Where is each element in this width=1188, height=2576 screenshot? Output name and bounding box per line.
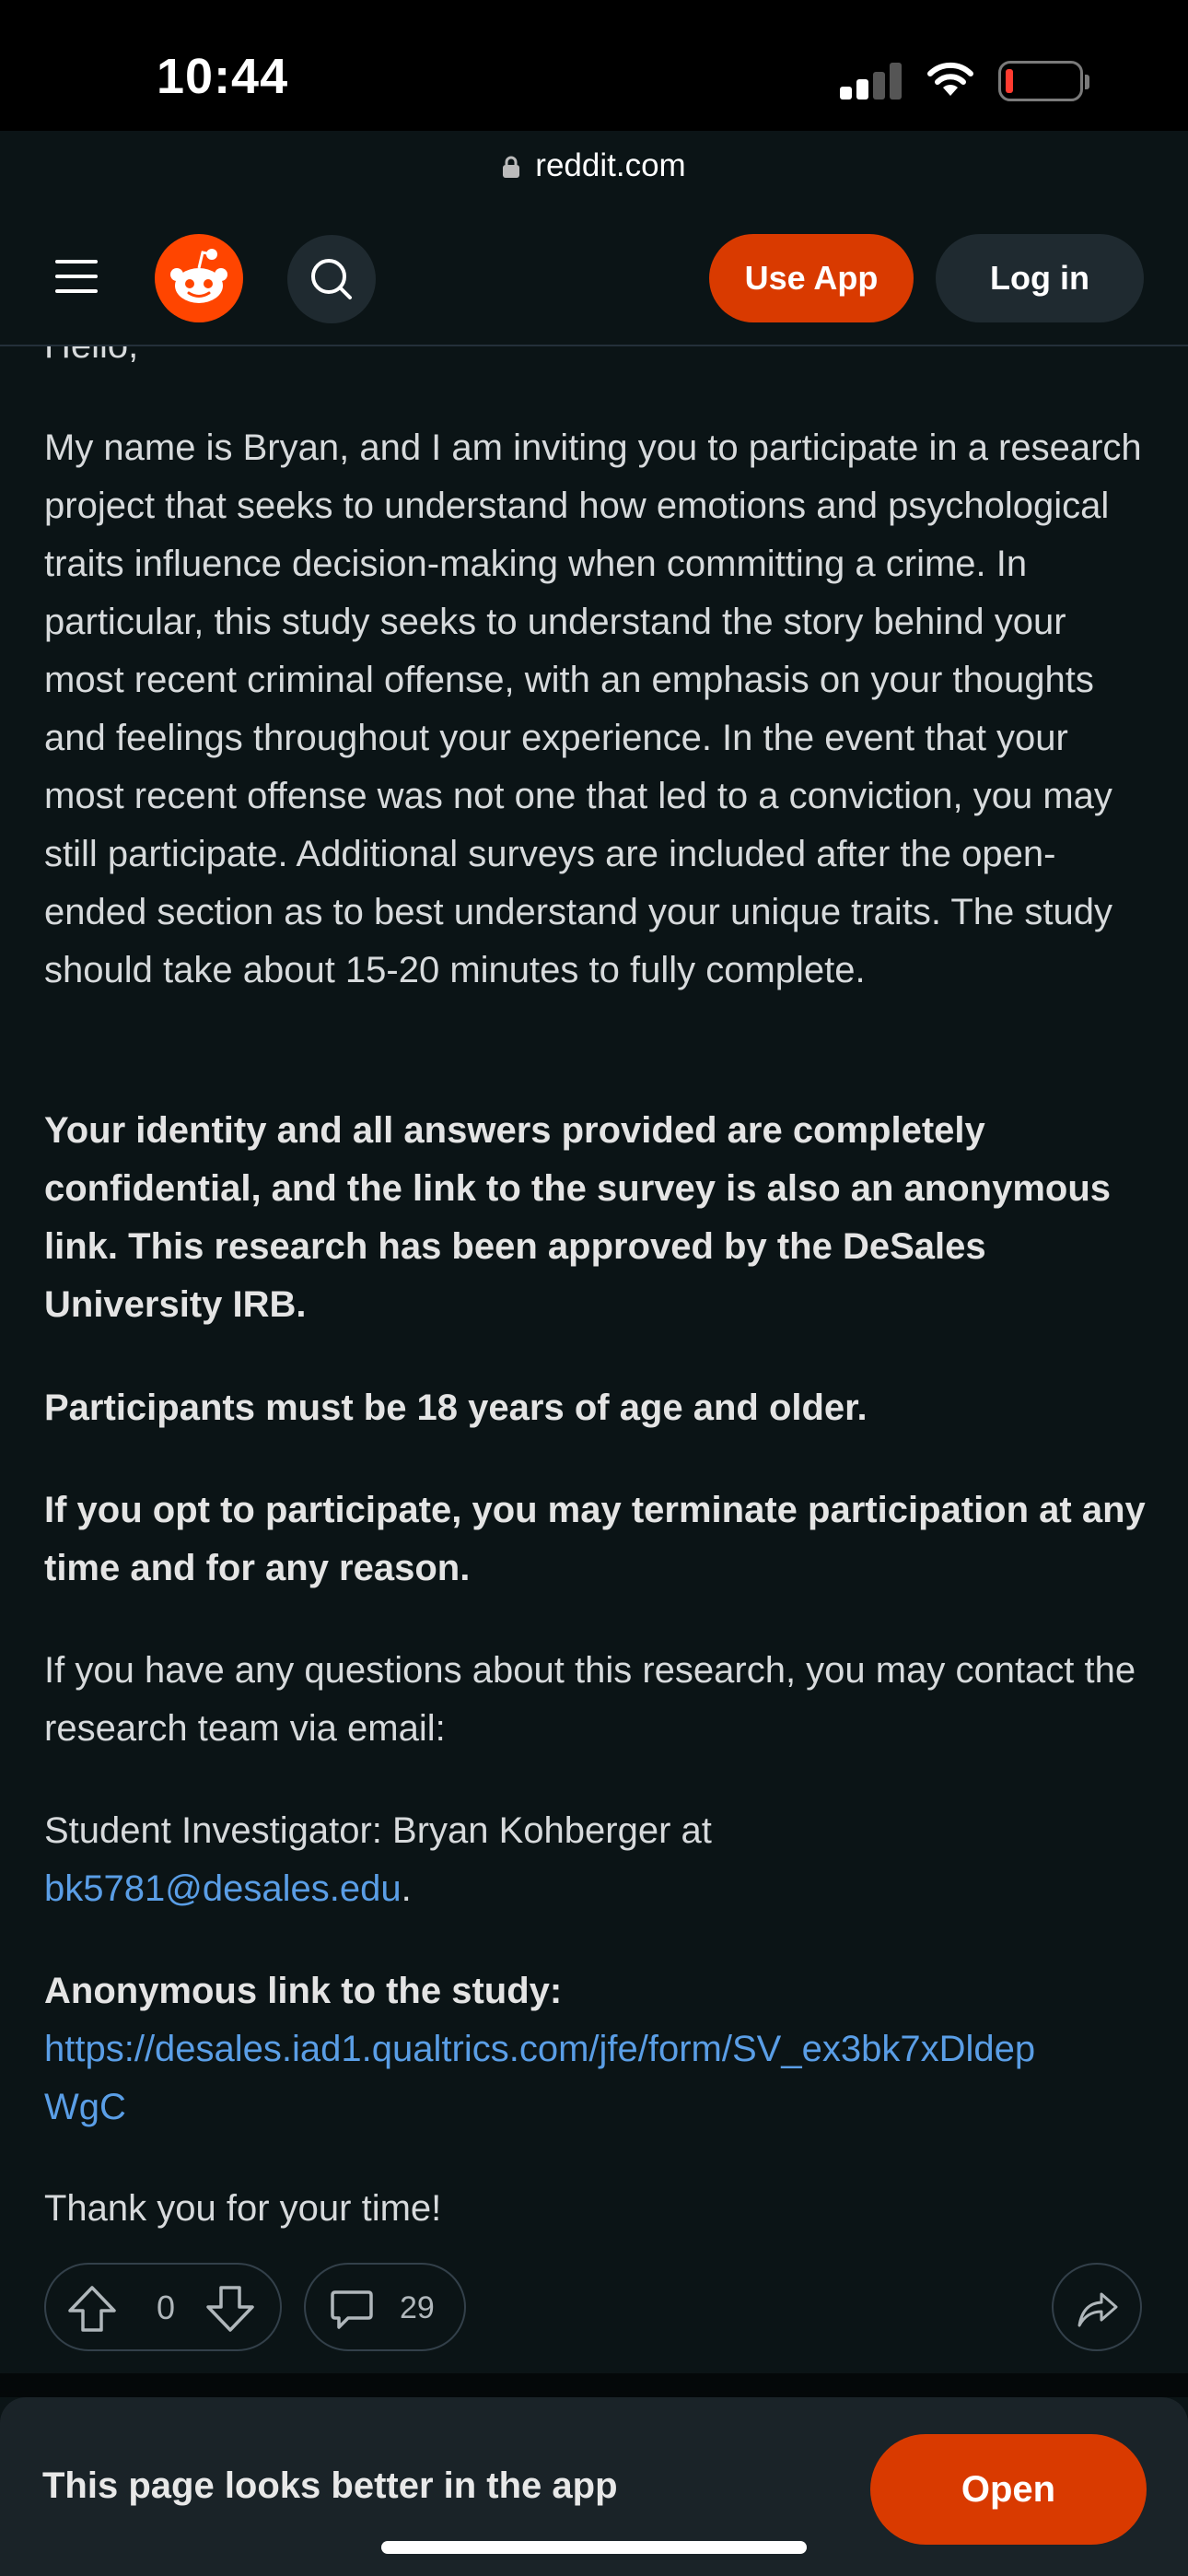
comment-icon [330, 2289, 374, 2331]
search-button[interactable] [287, 235, 376, 323]
search-icon [287, 235, 376, 323]
post-age-requirement: Participants must be 18 years of age and older. [44, 1388, 868, 1428]
investigator-label: Student Investigator: Bryan Kohberger at [44, 1810, 712, 1851]
study-link-label: Anonymous link to the study: [44, 1971, 563, 2011]
site-header [0, 212, 1188, 346]
post-investigator [44, 1802, 1149, 1918]
signal-icon [840, 63, 903, 100]
post-thanks: Thank you for your time! [44, 2188, 442, 2229]
downvote-icon[interactable] [204, 2283, 256, 2335]
study-link[interactable] [44, 2020, 1149, 2137]
reddit-logo-icon[interactable] [155, 234, 243, 322]
comment-count: 29 [400, 2290, 435, 2325]
url-text: reddit.com [535, 147, 686, 183]
vote-count: 0 [156, 2289, 176, 2326]
wifi-icon [925, 57, 976, 98]
post-intro: My name is Bryan, and I am inviting you to participate in a research project that seeks to understand how emotions and psychological traits influence decision-making when committing a crime. In particular, this study seeks to understand the story behind your most recent criminal offense, with an emphasis on your thoughts and feelings throughout your experience. In the event that your most recent offense was not one that led to a conviction, you may still participate. Additional surveys are included after the open-ended section as to best understand your unique traits. The study should take about 15-20 minutes to fully complete. [44, 427, 1142, 990]
comments-button[interactable] [304, 2263, 466, 2351]
share-icon [1076, 2287, 1120, 2331]
study-link-line-1: https://desales.iad1.qualtrics.com/jfe/form/SV_ex3bk7xDldep [44, 2029, 1036, 2069]
home-indicator [381, 2541, 807, 2554]
app-banner-text: This page looks better in the app [42, 2465, 618, 2506]
status-bar [0, 0, 1188, 183]
post-study-link [44, 1962, 1149, 2137]
status-time: 10:44 [157, 49, 289, 104]
investigator-period: . [401, 1868, 412, 1909]
post-opt-out: If you opt to participate, you may terminate participation at any time and for any reason. [44, 1490, 1146, 1588]
post-confidentiality: Your identity and all answers provided are completely confidential, and the link to the survey is also an anonymous link. This research has been approved by the DeSales University IRB. [44, 1110, 1112, 1325]
section-divider [0, 2373, 1188, 2397]
address-bar[interactable] [0, 147, 1188, 184]
post-questions: If you have any questions about this research, you may contact the research team via email: [44, 1650, 1136, 1749]
lock-icon [502, 156, 520, 178]
investigator-email-link[interactable]: bk5781@desales.edu [44, 1868, 402, 1909]
menu-icon[interactable] [55, 260, 98, 293]
upvote-icon[interactable] [66, 2283, 118, 2335]
open-app-button[interactable]: Open [870, 2434, 1147, 2545]
study-link-line-2: WgC [44, 2087, 126, 2127]
battery-icon [998, 61, 1083, 101]
login-button[interactable]: Log in [936, 234, 1144, 322]
use-app-button[interactable]: Use App [709, 234, 914, 322]
share-button[interactable] [1052, 2263, 1142, 2351]
vote-control [44, 2263, 282, 2351]
